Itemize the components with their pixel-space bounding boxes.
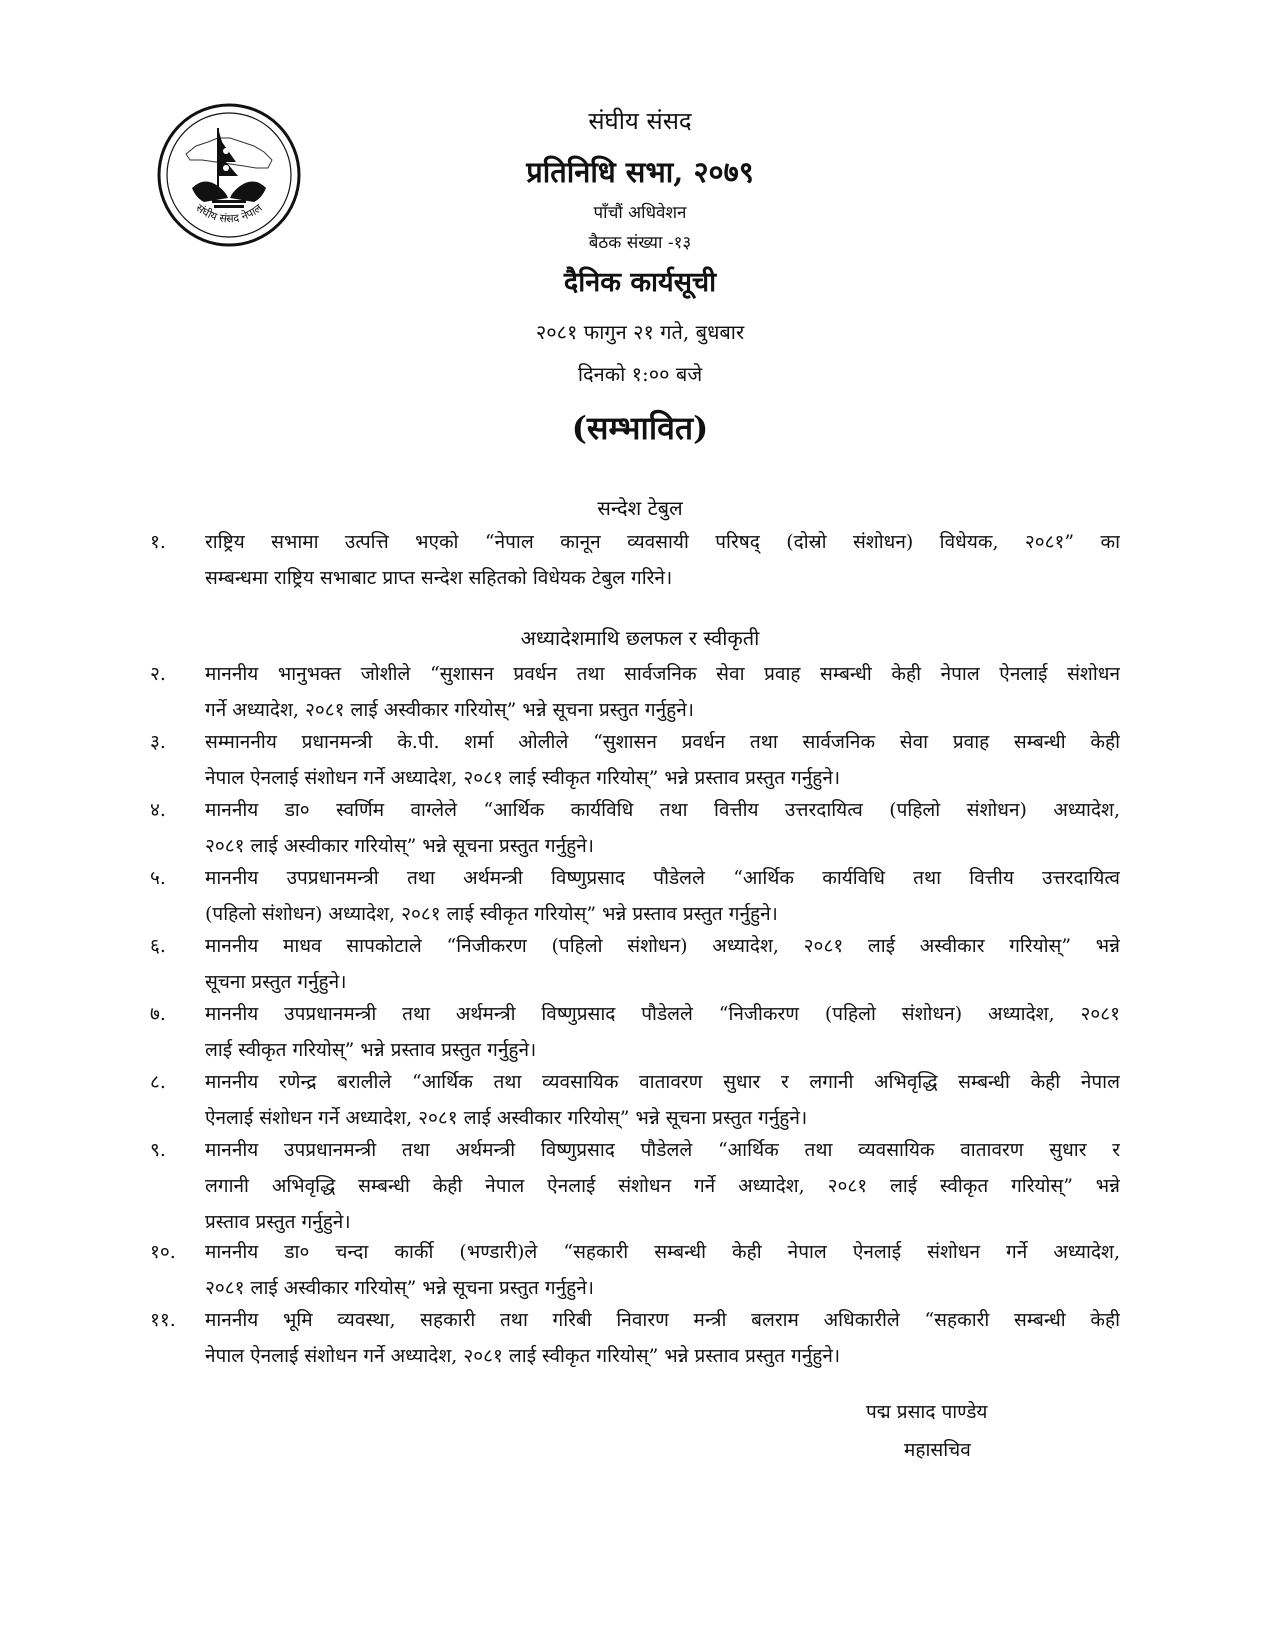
item-line: राष्ट्रिय सभामा उत्पत्ति भएको “नेपाल कानून व्यवसायी परिषद् (दोस्रो संशोधन) विधेयक, २०८१” का — [205, 531, 1120, 553]
item-line: सम्माननीय प्रधानमन्त्री के.पी. शर्मा ओलीले “सुशासन प्रवर्धन तथा सार्वजनिक सेवा प्रवाह सम्बन्धी केही — [205, 731, 1120, 753]
item-text — [205, 656, 1120, 728]
agenda-status: (सम्भावित) — [571, 409, 709, 447]
item-text — [205, 860, 1120, 932]
item-text — [205, 1302, 1120, 1374]
item-line: २०८१ लाई अस्वीकार गरियोस्” भन्ने सूचना प्रस्तुत गर्नुहुने। — [205, 1277, 594, 1299]
item-number: १. — [150, 531, 166, 553]
item-text — [205, 1132, 1120, 1240]
signatory-name: पद्म प्रसाद पाण्डेय — [866, 1401, 988, 1423]
item-text — [205, 724, 1120, 796]
item-line: माननीय माधव सापकोटाले “निजीकरण (पहिलो संशोधन) अध्यादेश, २०८१ लाई अस्वीकार गरियोस्” भन्ने — [205, 935, 1120, 957]
signatory-title: महासचिव — [904, 1439, 971, 1461]
item-number: ८. — [150, 1071, 166, 1093]
item-line: माननीय उपप्रधानमन्त्री तथा अर्थमन्त्री विष्णुप्रसाद पौडेलले “आर्थिक तथा व्यवसायिक वातावरण सुधार र — [205, 1139, 1120, 1161]
item-line: माननीय भूमि व्यवस्था, सहकारी तथा गरिबी निवारण मन्त्री बलराम अधिकारीले “सहकारी सम्बन्धी केही — [205, 1309, 1120, 1331]
parliament-emblem-icon — [156, 102, 302, 248]
section-title-message-table: सन्देश टेबुल — [597, 496, 683, 520]
agenda-time: दिनको १:०० बजे — [577, 362, 703, 386]
item-line: (पहिलो संशोधन) अध्यादेश, २०८१ लाई स्वीकृत गरियोस्” भन्ने प्रस्ताव प्रस्तुत गर्नुहुने। — [205, 903, 778, 925]
item-text — [205, 524, 1120, 596]
item-number: ९. — [150, 1139, 166, 1161]
item-line: लाई स्वीकृत गरियोस्” भन्ने प्रस्ताव प्रस्तुत गर्नुहुने। — [205, 1039, 537, 1061]
org-name: संघीय संसद — [588, 107, 692, 135]
item-line: लगानी अभिवृद्धि सम्बन्धी केही नेपाल ऐनलाई संशोधन गर्ने अध्यादेश, २०८१ लाई स्वीकृत गरियोस्” भन्ने — [205, 1175, 1120, 1197]
item-line: नेपाल ऐनलाई संशोधन गर्ने अध्यादेश, २०८१ लाई स्वीकृत गरियोस्” भन्ने प्रस्ताव प्रस्तुत गर्नुहुने। — [205, 767, 841, 789]
item-number: ७. — [150, 1003, 166, 1025]
item-text — [205, 996, 1120, 1068]
item-line: माननीय रणेन्द्र बरालीले “आर्थिक तथा व्यवसायिक वातावरण सुधार र लगानी अभिवृद्धि सम्बन्धी केही नेपाल — [205, 1071, 1120, 1093]
item-number: ११. — [150, 1309, 176, 1331]
item-number: २. — [150, 663, 166, 685]
agenda-date: २०८१ फागुन २१ गते, बुधबार — [535, 320, 745, 344]
item-number: ३. — [150, 731, 166, 753]
item-number: ४. — [150, 799, 166, 821]
item-line: माननीय डा० स्वर्णिम वाग्लेले “आर्थिक कार्यविधि तथा वित्तीय उत्तरदायित्व (पहिलो संशोधन) अध्यादेश, — [205, 799, 1120, 821]
item-line: माननीय उपप्रधानमन्त्री तथा अर्थमन्त्री विष्णुप्रसाद पौडेलले “आर्थिक कार्यविधि तथा वित्तीय उत्तरदायित्व — [205, 867, 1120, 889]
item-line: सूचना प्रस्तुत गर्नुहुने। — [205, 971, 347, 993]
item-line: गर्ने अध्यादेश, २०८१ लाई अस्वीकार गरियोस्” भन्ने सूचना प्रस्तुत गर्नुहुने। — [205, 699, 694, 721]
section-title-ordinance-discussion: अध्यादेशमाथि छलफल र स्वीकृती — [520, 626, 760, 650]
meeting-number: बैठक संख्या -१३ — [588, 233, 692, 253]
agenda-title: दैनिक कार्यसूची — [563, 267, 717, 298]
item-number: ६. — [150, 935, 166, 957]
item-line: माननीय डा० चन्दा कार्की (भण्डारी)ले “सहकारी सम्बन्धी केही नेपाल ऐनलाई संशोधन गर्ने अध्यादेश, — [205, 1241, 1120, 1263]
item-text — [205, 792, 1120, 864]
item-text — [205, 928, 1120, 1000]
item-line: सम्बन्धमा राष्ट्रिय सभाबाट प्राप्त सन्देश सहितको विधेयक टेबुल गरिने। — [205, 567, 673, 589]
item-line: प्रस्ताव प्रस्तुत गर्नुहुने। — [205, 1211, 351, 1233]
item-line: माननीय भानुभक्त जोशीले “सुशासन प्रवर्धन तथा सार्वजनिक सेवा प्रवाह सम्बन्धी केही नेपाल ऐनलाई संशोधन — [205, 663, 1120, 685]
item-line: ऐनलाई संशोधन गर्ने अध्यादेश, २०८१ लाई अस्वीकार गरियोस्” भन्ने सूचना प्रस्तुत गर्नुहुने। — [205, 1107, 808, 1129]
item-text — [205, 1234, 1120, 1306]
item-line: २०८१ लाई अस्वीकार गरियोस्” भन्ने सूचना प्रस्तुत गर्नुहुने। — [205, 835, 594, 857]
svg-text:संघीय संसद नेपाल — [193, 201, 265, 225]
emblem-text: संघीय संसद नेपाल — [193, 201, 265, 226]
session-label: पाँचौं अधिवेशन — [593, 203, 687, 223]
house-name: प्रतिनिधि सभा, २०७९ — [526, 155, 754, 189]
item-text — [205, 1064, 1120, 1136]
item-line: माननीय उपप्रधानमन्त्री तथा अर्थमन्त्री विष्णुप्रसाद पौडेलले “निजीकरण (पहिलो संशोधन) अध्यादेश, २०८१ — [205, 1003, 1120, 1025]
item-number: १०. — [150, 1241, 176, 1263]
item-number: ५. — [150, 867, 166, 889]
item-line: नेपाल ऐनलाई संशोधन गर्ने अध्यादेश, २०८१ लाई स्वीकृत गरियोस्” भन्ने प्रस्ताव प्रस्तुत गर्नुहुने। — [205, 1345, 841, 1367]
